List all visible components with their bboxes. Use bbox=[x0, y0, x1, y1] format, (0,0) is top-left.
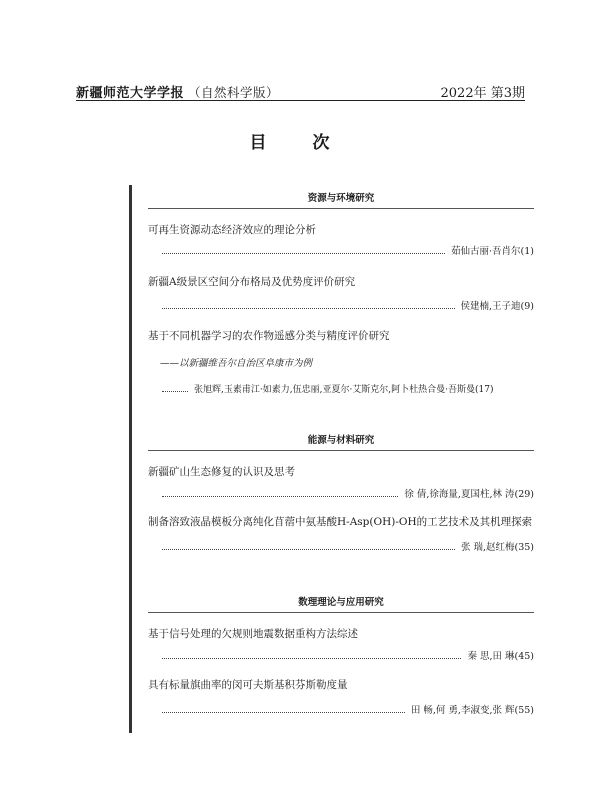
article-title[interactable]: 制备溶致液晶模板分离纯化苜蓿中氨基酸H-Asp(OH)-OH的工艺技术及其机理探索 bbox=[148, 516, 533, 528]
article-title[interactable]: 基于不同机器学习的农作物遥感分类与精度评价研究 bbox=[148, 330, 390, 342]
article-meta bbox=[160, 486, 534, 500]
journal-issue: 2022年 第3期 bbox=[440, 86, 525, 101]
section-header-resources: 资源与环境研究 bbox=[148, 190, 534, 209]
article-authors: 侯建楠,王子迪(9) bbox=[460, 301, 534, 312]
dot-leader bbox=[162, 658, 461, 659]
article-authors: 徐 倩,徐海量,夏国柱,林 涛(29) bbox=[404, 489, 534, 500]
journal-title: 新疆师范大学学报 （自然科学版） bbox=[76, 85, 280, 101]
article-title[interactable]: 基于信号处理的欠规则地震数据重构方法综述 bbox=[148, 628, 358, 640]
dot-leader bbox=[162, 253, 445, 254]
dot-leader bbox=[162, 391, 188, 392]
article-meta bbox=[160, 381, 534, 395]
article-meta bbox=[160, 702, 534, 716]
article-authors: 茹仙古丽·吾肖尔(1) bbox=[451, 246, 534, 257]
dot-leader bbox=[162, 712, 405, 713]
journal-header bbox=[76, 80, 525, 101]
section-header-math: 数理理论与应用研究 bbox=[148, 594, 534, 613]
article-meta bbox=[160, 298, 534, 312]
section-header-energy: 能源与材料研究 bbox=[148, 432, 534, 451]
journal-subtitle: （自然科学版） bbox=[188, 85, 280, 100]
dot-leader bbox=[162, 308, 455, 309]
article-authors: 张 瑞,赵红梅(35) bbox=[460, 542, 534, 553]
article-meta bbox=[160, 243, 534, 257]
article-title[interactable]: 新疆矿山生态修复的认识及思考 bbox=[148, 466, 295, 478]
dot-leader bbox=[162, 496, 398, 497]
article-title[interactable]: 可再生资源动态经济效应的理论分析 bbox=[148, 224, 316, 236]
toc-title: 目 次 bbox=[249, 133, 350, 153]
dot-leader bbox=[162, 549, 455, 550]
article-subtitle: ——以新疆维吾尔自治区阜康市为例 bbox=[160, 358, 313, 369]
article-title[interactable]: 新疆A级景区空间分布格局及优势度评价研究 bbox=[148, 276, 356, 288]
article-authors: 秦 思,田 琳(45) bbox=[467, 651, 534, 662]
left-rule bbox=[129, 185, 132, 733]
article-meta bbox=[160, 539, 534, 553]
article-authors: 张旭辉,玉素甫江·如素力,伍忠丽,亚夏尔·艾斯克尔,阿卜杜热合曼·吾斯曼(17) bbox=[194, 385, 494, 395]
article-title[interactable]: 具有标量旗曲率的闵可夫斯基积芬斯勒度量 bbox=[148, 679, 348, 691]
article-authors: 田 畅,何 勇,李淑变,张 辉(55) bbox=[410, 705, 534, 716]
article-meta bbox=[160, 648, 534, 662]
